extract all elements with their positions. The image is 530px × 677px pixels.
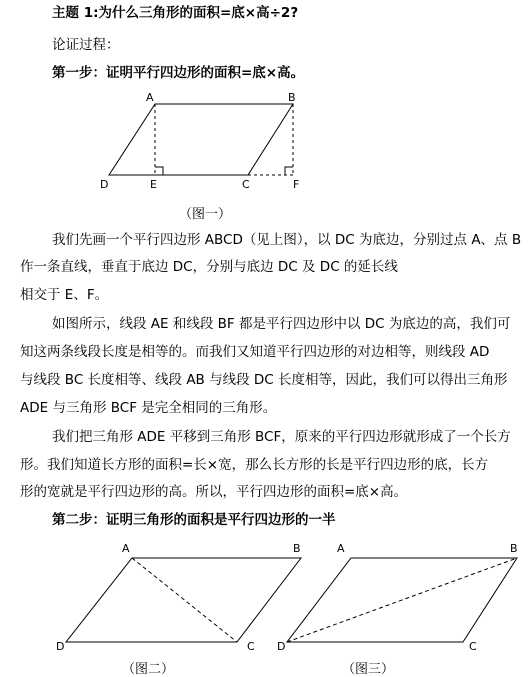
fig1-label-a: A (146, 91, 154, 104)
fig1-label-d: D (100, 178, 109, 191)
fig3-label-c: C (469, 640, 477, 653)
para2-line-4: ADE 与三角形 BCF 是完全相同的三角形。 (20, 400, 277, 416)
para1-line-1: 我们先画一个平行四边形 ABCD（见上图），以 DC 为底边，分别过点 A、点 B (52, 232, 522, 248)
para2-line-2: 知这两条线段长度是相等的。而我们又知道平行四边形的对边相等，则线段 AD (20, 344, 490, 360)
fig1-label-e: E (150, 178, 157, 191)
fig3-caption: （图三） (342, 662, 395, 677)
fig2-label-b: B (293, 542, 301, 555)
step2-heading: 第二步：证明三角形的面积是平行四边形的一半 (52, 512, 336, 528)
fig1-caption: （图一） (179, 207, 232, 222)
para1-line-2: 作一条直线，垂直于底边 DC，分别与底边 DC 及 DC 的延长线 (20, 259, 398, 275)
para3-line-1: 我们把三角形 ADE 平移到三角形 BCF，原来的平行四边形就形成了一个长方 (52, 429, 511, 445)
fig3-diagonal-db (287, 558, 517, 642)
fig2-caption: （图二） (122, 662, 175, 677)
para2-line-3: 与线段 BC 长度相等、线段 AB 与线段 DC 长度相等，因此，我们可以得出三角形 (20, 372, 508, 388)
para3-line-3: 形的宽就是平行四边形的高。所以，平行四边形的面积=底×高。 (20, 484, 408, 500)
fig2-label-d: D (56, 640, 65, 653)
fig1-label-b: B (288, 91, 296, 104)
fig3-label-a: A (337, 542, 345, 555)
fig2-label-a: A (122, 542, 130, 555)
proof-label: 论证过程： (52, 37, 120, 53)
fig2-label-c: C (247, 640, 255, 653)
para3-line-2: 形。我们知道长方形的面积=长×宽，那么长方形的长是平行四边形的底，长方 (20, 457, 489, 473)
para2-line-1: 如图所示，线段 AE 和线段 BF 都是平行四边形中以 DC 为底边的高，我们可 (52, 316, 511, 332)
page-title: 主题 1:为什么三角形的面积=底×高÷2? (52, 5, 299, 21)
fig3-label-d: D (277, 640, 286, 653)
fig1-label-c: C (242, 178, 250, 191)
fig1-label-f: F (293, 178, 300, 191)
step1-heading: 第一步：证明平行四边形的面积=底×高。 (52, 65, 305, 81)
fig3-label-b: B (510, 542, 518, 555)
para1-line-3: 相交于 E、F。 (20, 287, 109, 303)
